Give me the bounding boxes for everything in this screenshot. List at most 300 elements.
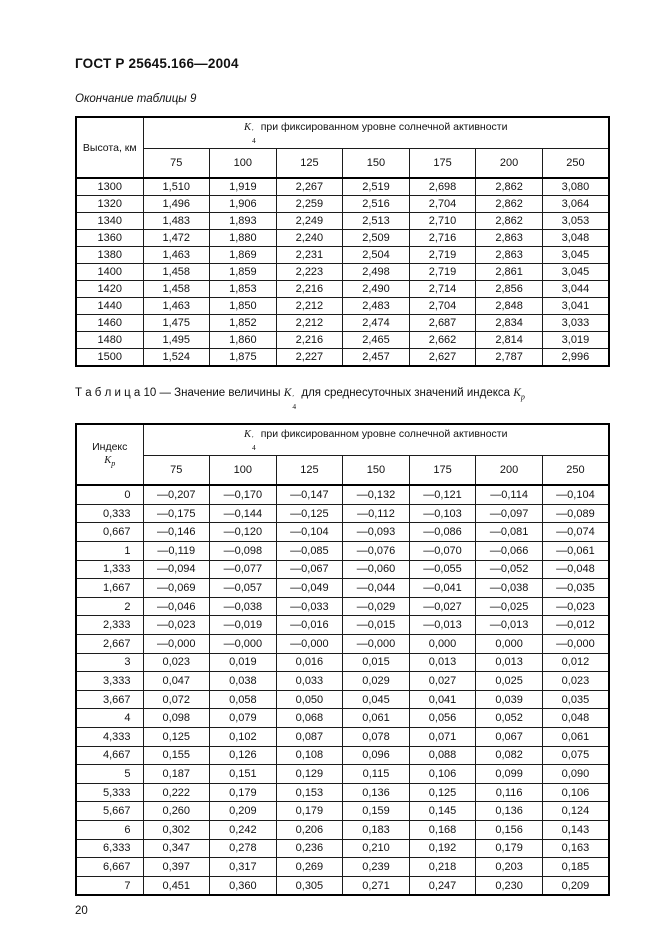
table-cell: —0,070 [409,542,476,561]
table9-col1-header: Высота, км [76,117,143,178]
table-cell: 2,216 [276,332,343,349]
table-cell: 0,033 [276,672,343,691]
table-cell: 2,834 [476,315,543,332]
table-cell: —0,103 [409,504,476,523]
table-cell: 0,116 [476,783,543,802]
row-label: 5,667 [76,802,143,821]
table-cell: 0,050 [276,690,343,709]
column-header: 250 [542,456,609,486]
table-cell: 0,000 [409,635,476,654]
table-cell: 1,496 [143,196,210,213]
table-cell: 2,687 [409,315,476,332]
table-cell: 0,072 [143,690,210,709]
table10-span-header-text: при фиксированном уровне солнечной активности [260,428,508,441]
table-cell: 3,053 [542,213,609,230]
row-label: 1500 [76,349,143,367]
table-cell: 0,067 [476,727,543,746]
table-cell: —0,060 [343,560,410,579]
table-cell: 0,209 [542,876,609,895]
table-cell: 3,080 [542,178,609,196]
table-row [76,213,609,230]
table-cell: 0,047 [143,672,210,691]
table-row [76,332,609,349]
table-row [76,597,609,616]
table-cell: 2,719 [409,264,476,281]
table-cell: —0,119 [143,542,210,561]
table-row [76,709,609,728]
table-cell: 1,919 [210,178,277,196]
table-cell: 1,510 [143,178,210,196]
table-cell: 1,524 [143,349,210,367]
table-cell: —0,027 [409,597,476,616]
table-cell: 3,033 [542,315,609,332]
row-label: 1,667 [76,579,143,598]
table-cell: —0,038 [476,579,543,598]
table-cell: 0,056 [409,709,476,728]
kp-symbol: $K_p$ [104,455,116,469]
table-cell: 0,061 [343,709,410,728]
row-label: 1300 [76,178,143,196]
table-cell: 0,163 [542,839,609,858]
table-row [76,802,609,821]
row-label: 1360 [76,230,143,247]
table-cell: 2,996 [542,349,609,367]
table-cell: —0,120 [210,523,277,542]
row-label: 0,667 [76,523,143,542]
table-row [76,765,609,784]
table-cell: 0,000 [476,635,543,654]
table-cell: —0,019 [210,616,277,635]
row-label: 6,667 [76,858,143,877]
row-label: 2,667 [76,635,143,654]
table9-columns-row [76,149,609,179]
table-cell: 0,088 [409,746,476,765]
table-cell: 2,259 [276,196,343,213]
table-cell: —0,077 [210,560,277,579]
k4-symbol: K ′ 4 [283,387,297,411]
table-cell: 2,465 [343,332,410,349]
table-cell: 2,710 [409,213,476,230]
table10-body [76,485,609,895]
row-label: 1380 [76,247,143,264]
table-cell: 0,075 [542,746,609,765]
table10-caption [75,387,610,411]
table-cell: 0,068 [276,709,343,728]
table-cell: —0,097 [476,504,543,523]
table-cell: —0,048 [542,560,609,579]
table-cell: 0,023 [143,653,210,672]
table-cell: 2,519 [343,178,410,196]
table-cell: 2,231 [276,247,343,264]
table-cell: 0,025 [476,672,543,691]
table-row [76,672,609,691]
table-cell: —0,067 [276,560,343,579]
table-cell: 0,360 [210,876,277,895]
page-number: 20 [75,905,88,918]
table-cell: 0,136 [476,802,543,821]
table-cell: —0,041 [409,579,476,598]
row-label: 4,333 [76,727,143,746]
table9-span-header [143,117,609,149]
table-cell: 0,269 [276,858,343,877]
table-cell: 1,852 [210,315,277,332]
document-header: ГОСТ Р 25645.166—2004 [75,56,239,71]
table-cell: 0,108 [276,746,343,765]
table-cell: 2,716 [409,230,476,247]
table-cell: —0,074 [542,523,609,542]
column-header: 125 [276,149,343,179]
row-label: 4 [76,709,143,728]
table10-col1-header-line1: Индекс [92,441,128,454]
table-row [76,230,609,247]
table-cell: 0,451 [143,876,210,895]
table10 [75,423,610,896]
table-cell: —0,081 [476,523,543,542]
table9-body [76,178,609,366]
table-cell: 1,458 [143,264,210,281]
table-cell: 0,347 [143,839,210,858]
table-cell: 0,041 [409,690,476,709]
table-cell: 2,267 [276,178,343,196]
table-cell: —0,086 [409,523,476,542]
table10-header [76,424,609,485]
table-cell: 1,483 [143,213,210,230]
table-cell: 2,509 [343,230,410,247]
table-cell: —0,029 [343,597,410,616]
table-cell: 2,216 [276,281,343,298]
table-row [76,858,609,877]
table10-columns-row [76,456,609,486]
table-cell: 2,662 [409,332,476,349]
column-header: 100 [210,456,277,486]
table-cell: —0,038 [210,597,277,616]
table-cell: 0,136 [343,783,410,802]
table-cell: 0,078 [343,727,410,746]
table-cell: 0,210 [343,839,410,858]
table10-span-header [143,424,609,456]
table-cell: 2,223 [276,264,343,281]
table-cell: —0,046 [143,597,210,616]
table-cell: 1,495 [143,332,210,349]
table-cell: —0,015 [343,616,410,635]
table-cell: 3,041 [542,298,609,315]
table-row [76,196,609,213]
table-cell: 2,719 [409,247,476,264]
table-cell: 1,458 [143,281,210,298]
column-header: 100 [210,149,277,179]
table-cell: —0,061 [542,542,609,561]
table-cell: —0,125 [276,504,343,523]
table-cell: 0,278 [210,839,277,858]
table-cell: 0,129 [276,765,343,784]
table-cell: 0,015 [343,653,410,672]
table-cell: 0,087 [276,727,343,746]
table-row [76,746,609,765]
table-cell: —0,012 [542,616,609,635]
column-header: 150 [343,456,410,486]
table-cell: 0,185 [542,858,609,877]
table-cell: 0,159 [343,802,410,821]
table-cell: 1,869 [210,247,277,264]
row-label: 3,667 [76,690,143,709]
table-row [76,653,609,672]
row-label: 6 [76,820,143,839]
column-header: 200 [476,456,543,486]
column-header: 175 [409,456,476,486]
table-cell: 1,859 [210,264,277,281]
row-label: 1440 [76,298,143,315]
table-cell: 0,013 [476,653,543,672]
table-row [76,820,609,839]
table-cell: —0,000 [343,635,410,654]
table-cell: —0,023 [143,616,210,635]
table-cell: 0,038 [210,672,277,691]
table-cell: 2,698 [409,178,476,196]
table-cell: 0,168 [409,820,476,839]
row-label: 1420 [76,281,143,298]
table-cell: —0,013 [409,616,476,635]
table-cell: —0,098 [210,542,277,561]
table-cell: 0,305 [276,876,343,895]
table-cell: 2,863 [476,247,543,264]
row-label: 1480 [76,332,143,349]
table-cell: —0,000 [143,635,210,654]
table-row [76,542,609,561]
table9-header [76,117,609,178]
table-cell: 0,317 [210,858,277,877]
table-cell: 0,179 [476,839,543,858]
row-label: 0,333 [76,504,143,523]
table-cell: 0,106 [542,783,609,802]
table-cell: 1,853 [210,281,277,298]
row-label: 6,333 [76,839,143,858]
table-row [76,690,609,709]
table-row [76,349,609,367]
table-cell: —0,076 [343,542,410,561]
table-cell: —0,089 [542,504,609,523]
table-cell: 0,239 [343,858,410,877]
table-cell: 0,090 [542,765,609,784]
table-cell: 0,155 [143,746,210,765]
table-cell: 3,064 [542,196,609,213]
table-cell: 2,704 [409,196,476,213]
table-cell: 3,044 [542,281,609,298]
table-cell: 1,880 [210,230,277,247]
table-cell: 1,463 [143,298,210,315]
table-cell: —0,094 [143,560,210,579]
table10-col1-header [76,424,143,485]
table-cell: —0,057 [210,579,277,598]
table-cell: 0,125 [143,727,210,746]
table-row [76,247,609,264]
row-label: 7 [76,876,143,895]
table-row [76,298,609,315]
table-cell: 2,240 [276,230,343,247]
table-cell: 0,098 [143,709,210,728]
table-row [76,315,609,332]
table-cell: 0,230 [476,876,543,895]
table-row [76,635,609,654]
row-label: 1320 [76,196,143,213]
table-cell: 0,071 [409,727,476,746]
table-row [76,485,609,504]
table-cell: 2,457 [343,349,410,367]
column-header: 150 [343,149,410,179]
table-cell: —0,000 [210,635,277,654]
table-cell: 0,012 [542,653,609,672]
table-cell: 0,206 [276,820,343,839]
table-cell: —0,000 [276,635,343,654]
table-cell: 0,096 [343,746,410,765]
kp-symbol: $K_p$ [513,387,525,402]
table-cell: 0,019 [210,653,277,672]
table-cell: 0,203 [476,858,543,877]
table-cell: —0,033 [276,597,343,616]
table-cell: 0,035 [542,690,609,709]
table-cell: 0,115 [343,765,410,784]
k4-symbol: K ′ 4 [244,429,256,452]
table-cell: 2,848 [476,298,543,315]
column-header: 200 [476,149,543,179]
row-label: 3 [76,653,143,672]
row-label: 3,333 [76,672,143,691]
table-cell: 0,126 [210,746,277,765]
table-cell: 2,863 [476,230,543,247]
table-cell: 1,463 [143,247,210,264]
table-cell: 3,045 [542,264,609,281]
table-cell: 0,151 [210,765,277,784]
table-cell: —0,000 [542,635,609,654]
table-cell: —0,016 [276,616,343,635]
row-label: 5,333 [76,783,143,802]
table-cell: 0,179 [210,783,277,802]
table-cell: 0,187 [143,765,210,784]
table-cell: 0,271 [343,876,410,895]
table-cell: 0,302 [143,820,210,839]
table-cell: —0,052 [476,560,543,579]
row-label: 0 [76,485,143,504]
table-cell: 1,893 [210,213,277,230]
table-cell: 0,124 [542,802,609,821]
table-row [76,178,609,196]
table9-continuation-label: Окончание таблицы 9 [75,93,197,105]
table-cell: 0,222 [143,783,210,802]
table-cell: 1,850 [210,298,277,315]
table10-caption-prefix: Т а б л и ц а 10 — Значение величины [75,387,281,399]
table-cell: 2,704 [409,298,476,315]
table-row [76,523,609,542]
table-cell: 2,212 [276,298,343,315]
table-cell: 2,474 [343,315,410,332]
table-row [76,876,609,895]
table-cell: —0,170 [210,485,277,504]
table-cell: —0,104 [542,485,609,504]
row-label: 1340 [76,213,143,230]
table-cell: 1,475 [143,315,210,332]
table-cell: 2,861 [476,264,543,281]
table-cell: 0,045 [343,690,410,709]
table9-span-header-text: при фиксированном уровне солнечной активности [260,120,508,133]
table-cell: —0,013 [476,616,543,635]
table-cell: 0,242 [210,820,277,839]
table-cell: 2,490 [343,281,410,298]
table-cell: 0,156 [476,820,543,839]
table-cell: —0,085 [276,542,343,561]
table-cell: 0,143 [542,820,609,839]
table-cell: —0,175 [143,504,210,523]
table-cell: —0,055 [409,560,476,579]
table-cell: —0,066 [476,542,543,561]
table-cell: —0,025 [476,597,543,616]
table9 [75,116,610,367]
table-cell: 2,856 [476,281,543,298]
table-cell: —0,146 [143,523,210,542]
column-header: 75 [143,149,210,179]
table-cell: —0,114 [476,485,543,504]
table-cell: 0,099 [476,765,543,784]
table-cell: 2,513 [343,213,410,230]
table-cell: 0,179 [276,802,343,821]
table-cell: 0,192 [409,839,476,858]
row-label: 5 [76,765,143,784]
table-cell: 3,048 [542,230,609,247]
table-cell: 2,212 [276,315,343,332]
table-cell: 2,814 [476,332,543,349]
row-label: 1460 [76,315,143,332]
column-header: 175 [409,149,476,179]
table-cell: 0,218 [409,858,476,877]
table-cell: 2,787 [476,349,543,367]
table-cell: 1,860 [210,332,277,349]
table-cell: —0,093 [343,523,410,542]
table-cell: —0,035 [542,579,609,598]
table-cell: —0,069 [143,579,210,598]
table-cell: 2,504 [343,247,410,264]
table-cell: 2,483 [343,298,410,315]
table-cell: 3,019 [542,332,609,349]
table-cell: —0,147 [276,485,343,504]
table-cell: 0,106 [409,765,476,784]
table-cell: 2,862 [476,178,543,196]
row-label: 2,333 [76,616,143,635]
table-cell: —0,112 [343,504,410,523]
table-cell: 0,023 [542,672,609,691]
table-cell: —0,132 [343,485,410,504]
table-cell: 2,249 [276,213,343,230]
row-label: 1 [76,542,143,561]
table-row [76,579,609,598]
table-cell: 0,013 [409,653,476,672]
table-cell: 2,714 [409,281,476,298]
table-cell: 0,027 [409,672,476,691]
row-label: 2 [76,597,143,616]
table-cell: 2,498 [343,264,410,281]
table-cell: 2,862 [476,213,543,230]
table-cell: —0,121 [409,485,476,504]
table-cell: 0,016 [276,653,343,672]
table-row [76,560,609,579]
table-cell: 2,516 [343,196,410,213]
table-cell: 1,472 [143,230,210,247]
table-cell: 0,039 [476,690,543,709]
table-row [76,616,609,635]
table-cell: 2,862 [476,196,543,213]
column-header: 250 [542,149,609,179]
table-cell: 0,082 [476,746,543,765]
table-cell: 1,875 [210,349,277,367]
table-cell: 0,079 [210,709,277,728]
table-cell: 0,397 [143,858,210,877]
